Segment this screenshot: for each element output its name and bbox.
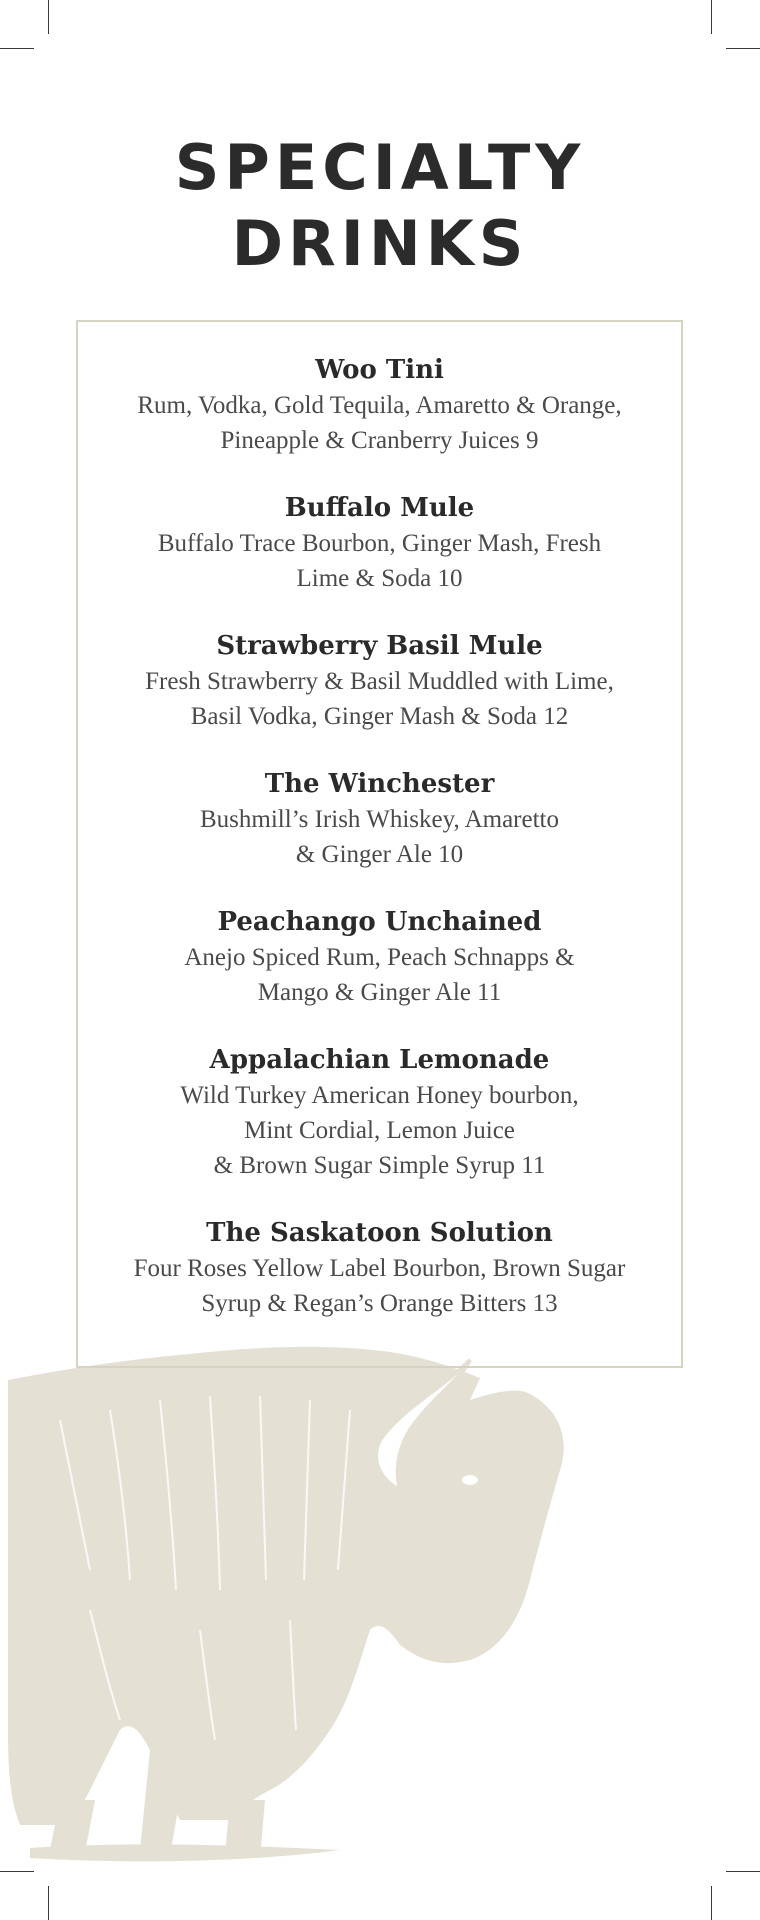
drink-name: Buffalo Mule xyxy=(284,493,475,523)
drink-description-line: Buffalo Trace Bourbon, Ginger Mash, Fresh xyxy=(157,530,602,557)
drink-item-woo-tini xyxy=(76,352,683,458)
title-line-2: DRINKS xyxy=(231,207,529,280)
drink-description xyxy=(76,1251,683,1321)
drink-description xyxy=(76,940,683,1010)
drink-name: Woo Tini xyxy=(315,355,444,385)
crop-mark-top-left-vertical xyxy=(48,0,49,34)
drink-item-strawberry-basil-mule xyxy=(76,628,683,734)
title-line-1: SPECIALTY xyxy=(174,131,586,204)
page-title xyxy=(0,130,760,282)
drink-name: Strawberry Basil Mule xyxy=(216,631,543,661)
drink-description-line: Rum, Vodka, Gold Tequila, Amaretto & Orange, xyxy=(137,392,622,419)
drink-description xyxy=(76,388,683,458)
drink-name: The Saskatoon Solution xyxy=(206,1218,553,1248)
bison-icon xyxy=(0,1330,760,1890)
crop-mark-bottom-left-vertical xyxy=(48,1886,49,1920)
drink-description-line: & Brown Sugar Simple Syrup 11 xyxy=(213,1152,546,1179)
drink-name: The Winchester xyxy=(264,769,495,799)
drink-description-line: Four Roses Yellow Label Bourbon, Brown Sugar xyxy=(133,1255,626,1282)
drink-list xyxy=(76,352,683,1353)
crop-mark-bottom-right-vertical xyxy=(711,1886,712,1920)
drink-description xyxy=(76,526,683,596)
drink-description-line: Wild Turkey American Honey bourbon, xyxy=(180,1082,579,1109)
drink-item-appalachian-lemonade xyxy=(76,1042,683,1183)
drink-item-the-saskatoon-solution xyxy=(76,1215,683,1321)
drink-description-line: Mint Cordial, Lemon Juice xyxy=(244,1117,515,1144)
drink-description-line: Syrup & Regan’s Orange Bitters 13 xyxy=(201,1290,558,1317)
drink-description-line: Anejo Spiced Rum, Peach Schnapps & xyxy=(184,944,575,971)
drink-item-the-winchester xyxy=(76,766,683,872)
drink-name: Peachango Unchained xyxy=(217,907,542,937)
drink-description-line: Mango & Ginger Ale 11 xyxy=(257,979,502,1006)
drink-description-line: Pineapple & Cranberry Juices 9 xyxy=(220,427,539,454)
drink-description xyxy=(76,802,683,872)
drink-item-peachango-unchained xyxy=(76,904,683,1010)
drink-description xyxy=(76,1078,683,1183)
drink-name: Appalachian Lemonade xyxy=(209,1045,550,1075)
drink-description-line: Lime & Soda 10 xyxy=(296,565,463,592)
drink-description xyxy=(76,664,683,734)
drink-description-line: Basil Vodka, Ginger Mash & Soda 12 xyxy=(190,703,569,730)
drink-description-line: & Ginger Ale 10 xyxy=(295,841,464,868)
crop-mark-top-left-horizontal xyxy=(0,48,34,49)
crop-mark-top-right-vertical xyxy=(711,0,712,34)
drink-description-line: Fresh Strawberry & Basil Muddled with Lime, xyxy=(145,668,614,695)
drink-description-line: Bushmill’s Irish Whiskey, Amaretto xyxy=(199,806,559,833)
drink-item-buffalo-mule xyxy=(76,490,683,596)
crop-mark-top-right-horizontal xyxy=(726,48,760,49)
